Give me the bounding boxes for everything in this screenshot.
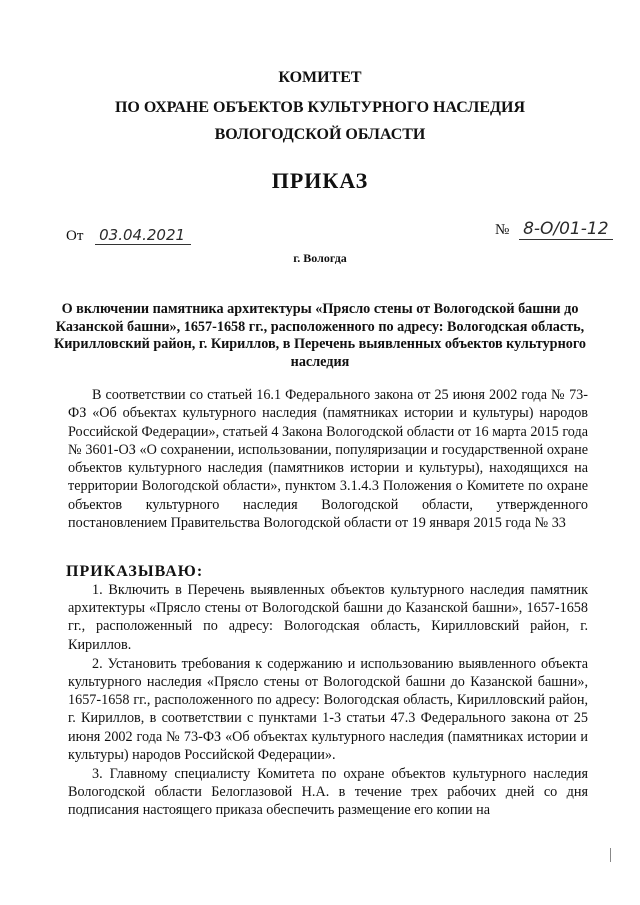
number-handwritten-value: 8-О/01-12 [519,219,612,240]
order-item-1: 1. Включить в Перечень выявленных объектов культурного наследия памятник архитектуры «Прясло стены от Вологодской башни до Казанской башни», 1657-1658 гг., расположенный по адресу: Вологодская область, Кирилловский район, г. Кириллов. [68,582,588,653]
date-label: От [66,228,84,244]
committee-line-1: КОМИТЕТ [278,69,362,86]
date-handwritten-value: 03.04.2021 [95,226,191,245]
committee-line-3: ВОЛОГОДСКОЙ ОБЛАСТИ [214,126,426,143]
order-item-3: 3. Главному специалисту Комитета по охране объектов культурного наследия Вологодской области Белоглазовой Н.А. в течение трех рабочих дней со дня подписания настоящего приказа обеспечить размещение его копии на [68,766,588,819]
city-line: г. Вологда [293,251,347,265]
preamble-text: В соответствии со статьей 16.1 Федерального закона от 25 июня 2002 года № 73-ФЗ «Об объектах культурного наследия (памятниках истории и культуры) народов Российской Федерации», статьей 4 Закона Вологодской области от 16 марта 2015 года № 3601-ОЗ «О сохранении, использовании, популяризации и государственной охране объектов культурного наследия (памятников истории и культуры), находящихся на территории Вологодской области», пунктом 3.1.4.3 Положения о Комитете по охране объектов культурного наследия Вологодской области, утвержденного постановлением Правительства Вологодской области от 19 января 2015 года № 33 [68,387,588,532]
number-label: № [495,222,510,238]
date-field [66,226,191,245]
order-item-2: 2. Установить требования к содержанию и использованию выявленного объекта культурного наследия «Прясло стены от Вологодской башни до Казанской башни», 1657-1658 гг., расположенного по адресу: Вологодская область, Кирилловский район, г. Кириллов, в соответствии с пунктами 1-3 статьи 47.3 Федерального закона от 25 июня 2002 года № 73-ФЗ «Об объектах культурного наследия (памятниках истории и культуры) народов Российской Федерации». [68,655,588,763]
order-subject: О включении памятника архитектуры «Прясло стены от Вологодской башни до Казанской башни», 1657-1658 гг., расположенного по адресу: Вологодская область, Кирилловский район, г. Кириллов, в Перечень выявленных объектов культурного наследия [53,301,587,370]
document-type-title: ПРИКАЗ [271,168,369,193]
number-field [495,219,613,240]
committee-line-2: ПО ОХРАНЕ ОБЪЕКТОВ КУЛЬТУРНОГО НАСЛЕДИЯ [114,99,526,116]
order-items [68,581,588,821]
order-heading: ПРИКАЗЫВАЮ: [66,563,204,580]
preamble-paragraph [68,386,588,532]
scan-mark [610,848,611,862]
